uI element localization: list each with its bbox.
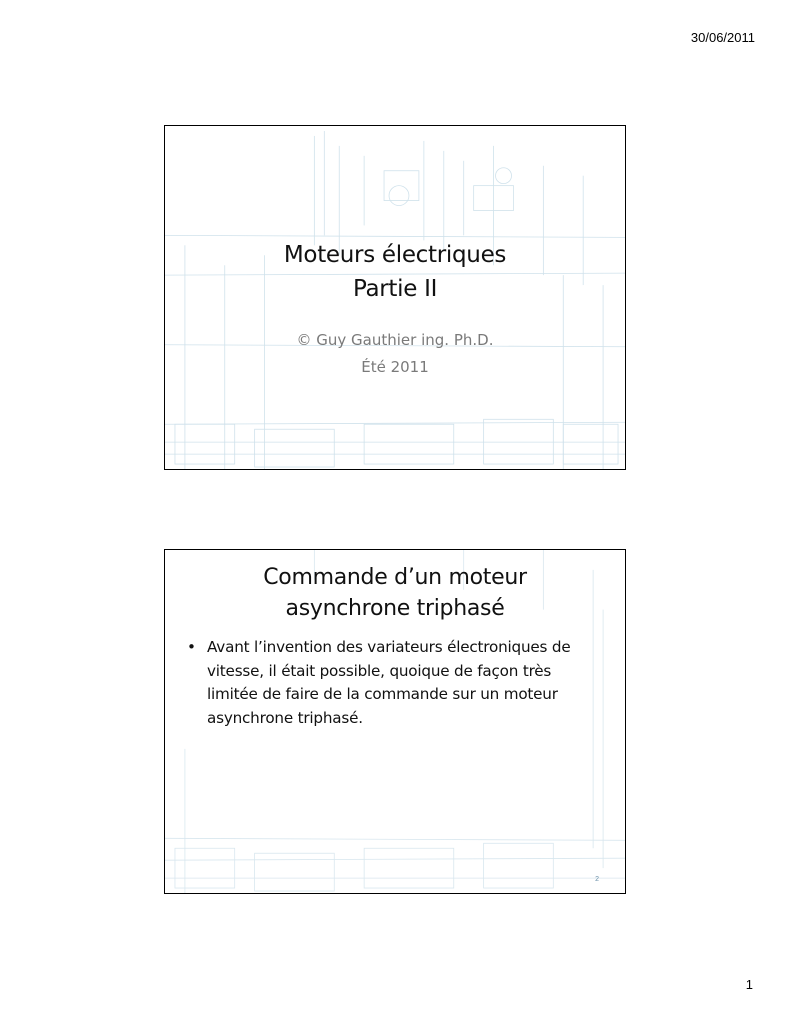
slide-2-content	[165, 550, 625, 893]
slide-1-title-line-2: Partie II	[352, 276, 438, 302]
bullet-text: Avant l’invention des variateurs électroniques de vitesse, il était possible, quoique de façon très limitée de faire de la commande sur un moteur asynchrone triphasé.	[207, 638, 571, 727]
page-number: 1	[745, 977, 753, 992]
slide-2	[164, 549, 626, 894]
slide-1	[164, 125, 626, 470]
bullet-icon: •	[187, 638, 196, 656]
page-date: 30/06/2011	[690, 30, 755, 45]
slide-1-content	[165, 126, 625, 469]
slide-1-author: © Guy Gauthier ing. Ph.D.	[296, 331, 494, 349]
slide-1-subtitle	[165, 327, 625, 381]
list-item	[187, 636, 605, 730]
slide-2-number: 2	[595, 876, 599, 883]
slide-2-title-line-1: Commande d’un moteur	[263, 565, 527, 590]
slide-1-term: Été 2011	[361, 358, 429, 376]
slide-2-bullet-list	[187, 636, 605, 730]
slide-2-title	[165, 562, 625, 624]
slide-1-title-line-1: Moteurs électriques	[283, 242, 507, 268]
slide-1-title	[165, 238, 625, 306]
slide-2-title-line-2: asynchrone triphasé	[285, 596, 505, 621]
